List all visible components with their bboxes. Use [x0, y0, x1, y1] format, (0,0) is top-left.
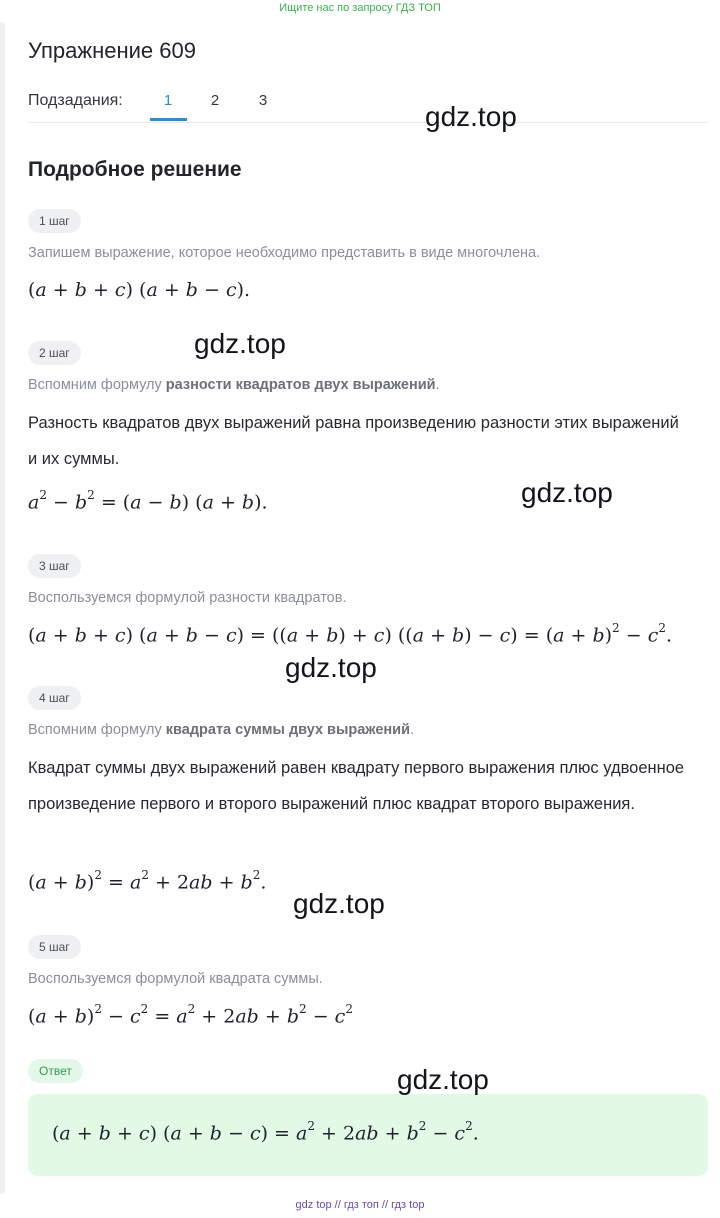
watermark: gdz.top — [285, 652, 377, 683]
step-4-text: Квадрат суммы двух выражений равен квадрату первого выражения плюс удвоенное произведение первого и второго выражений плюс квадрат второго выражения. — [28, 759, 685, 813]
step-1-badge: 1 шаг — [28, 209, 81, 233]
left-border — [0, 22, 5, 1194]
active-tab-underline — [150, 118, 187, 121]
step-3-badge: 3 шаг — [28, 554, 81, 578]
watermark: gdz.top — [293, 888, 385, 919]
watermark: gdz.top — [425, 101, 517, 132]
section-title: Подробное решение — [28, 158, 242, 181]
exercise-card — [28, 0, 708, 1218]
step-1-hint: Запишем выражение, которое необходимо представить в виде многочлена. — [28, 245, 541, 261]
step-5-hint: Воспользуемся формулой квадрата суммы. — [28, 971, 323, 987]
top-banner[interactable]: Ищите нас по запросу ГДЗ ТОП — [279, 2, 441, 14]
watermark: gdz.top — [397, 1064, 489, 1095]
step-4-formula: $(a + b)^2 = a^2 + 2ab + b^2$. — [28, 868, 267, 894]
step-2-text: Разность квадратов двух выражений равна произведению разности этих выражений и их суммы. — [28, 414, 679, 468]
step-3-formula: (a + b + c) (a + b − c) = ((a + b) + c) $((a + b) - c) = (a + b)^2 - c^2$. — [28, 621, 673, 647]
step-5-formula: $(a + b)^2 - c^2 = a^2 + 2ab + b^2 - c^2$ — [28, 1002, 353, 1028]
step-4-badge: 4 шаг — [28, 686, 81, 710]
step-3-hint: Воспользуемся формулой разности квадратов. — [28, 590, 347, 606]
watermark: gdz.top — [521, 477, 613, 508]
answer-badge: Ответ — [28, 1059, 83, 1083]
step-2-hint-bold: разности квадратов двух выражений — [165, 377, 436, 393]
step-1-formula: (a + b + c) (a + b − c). — [28, 279, 251, 301]
page-title: Упражнение 609 — [28, 38, 196, 63]
watermark: gdz.top — [194, 328, 286, 359]
step-2-formula: $a^2 - b^2 = (a - b) (a + b)$. — [28, 488, 268, 514]
subtasks-label: Подзадания: — [28, 92, 123, 109]
step-2-hint: Вспомним формулу разности квадратов двух выражений. — [28, 377, 440, 393]
step-5-badge: 5 шаг — [28, 935, 81, 959]
subtask-tab-1[interactable]: 1 — [163, 92, 173, 109]
answer-box — [28, 1094, 708, 1176]
step-2-badge: 2 шаг — [28, 341, 81, 365]
subtask-tab-2[interactable]: 2 — [210, 92, 220, 109]
subtasks-bar — [28, 90, 708, 123]
step-4-hint: Вспомним формулу квадрата суммы двух выражений. — [28, 722, 415, 738]
step-4-hint-bold: квадрата суммы двух выражений — [165, 722, 410, 738]
answer-formula: (a + b + c) $(a + b - c) = a^2 + 2ab + b^2 - c^2$. — [52, 1119, 479, 1145]
subtask-tab-3[interactable]: 3 — [258, 92, 268, 109]
footer-links[interactable]: gdz top // гдз топ // гдз top — [295, 1199, 425, 1211]
